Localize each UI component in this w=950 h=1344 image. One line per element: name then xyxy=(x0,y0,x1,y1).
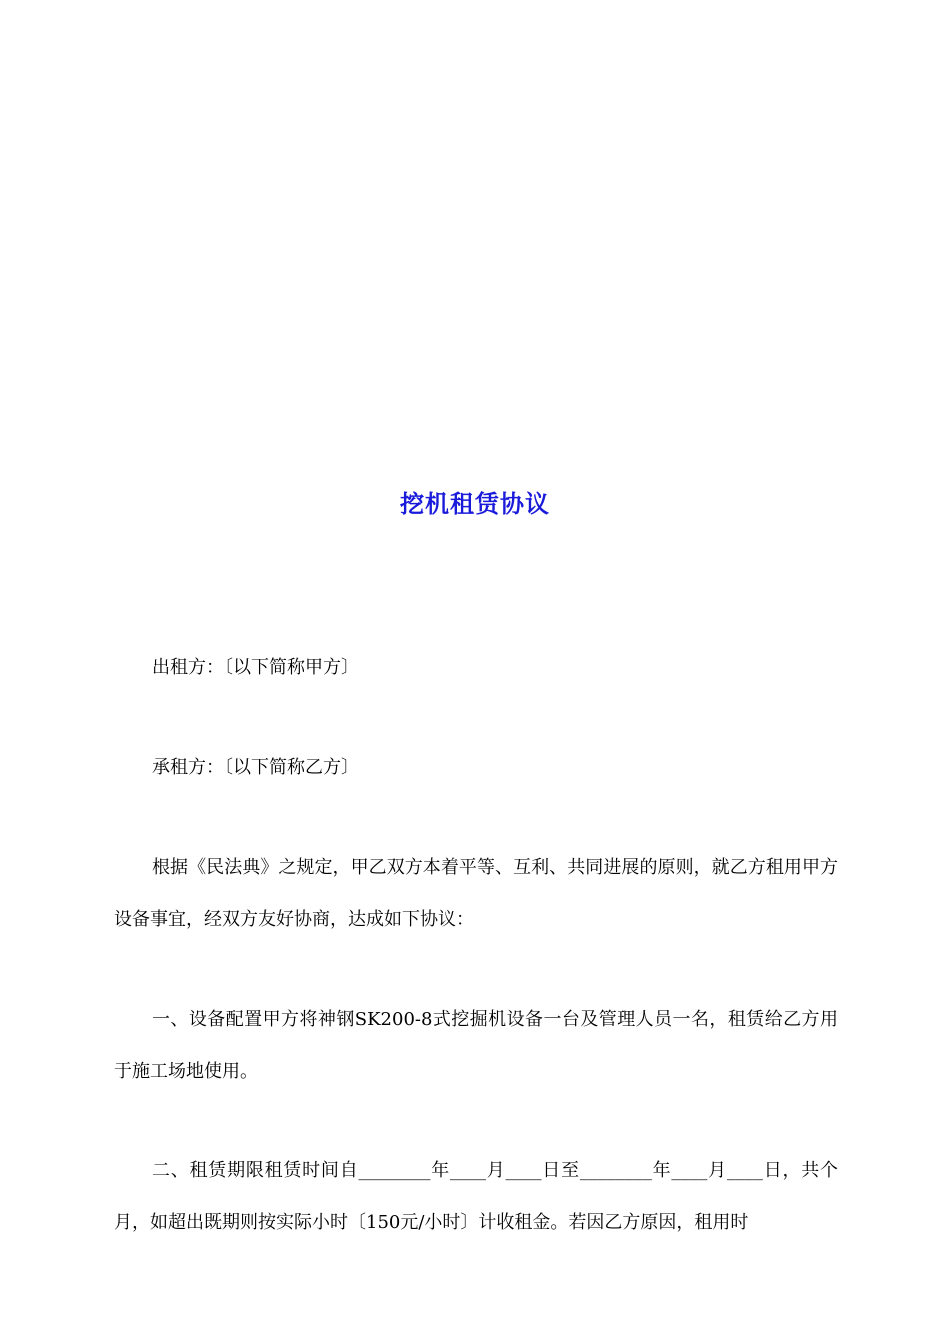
clause-1-paragraph: 一、设备配置甲方将神钢SK200-8式挖掘机设备一台及管理人员一名，租赁给乙方用于施工场地使用。 xyxy=(114,1009,838,1082)
document-title: 挖机租赁协议 xyxy=(400,490,550,518)
lessor-line: 出租方：〔以下简称甲方〕 xyxy=(152,657,359,678)
clause-2-paragraph: 二、租赁期限租赁时间自________年____月____日至________年____月____日，共个月，如超出既期则按实际小时〔150元/小时〕计收租金。若因乙方原因，租用时 xyxy=(114,1160,838,1233)
preamble-paragraph: 根据《民法典》之规定，甲乙双方本着平等、互利、共同进展的原则，就乙方租用甲方设备事宜，经双方友好协商，达成如下协议： xyxy=(114,857,838,930)
lessee-line: 承租方：〔以下简称乙方〕 xyxy=(152,757,359,778)
